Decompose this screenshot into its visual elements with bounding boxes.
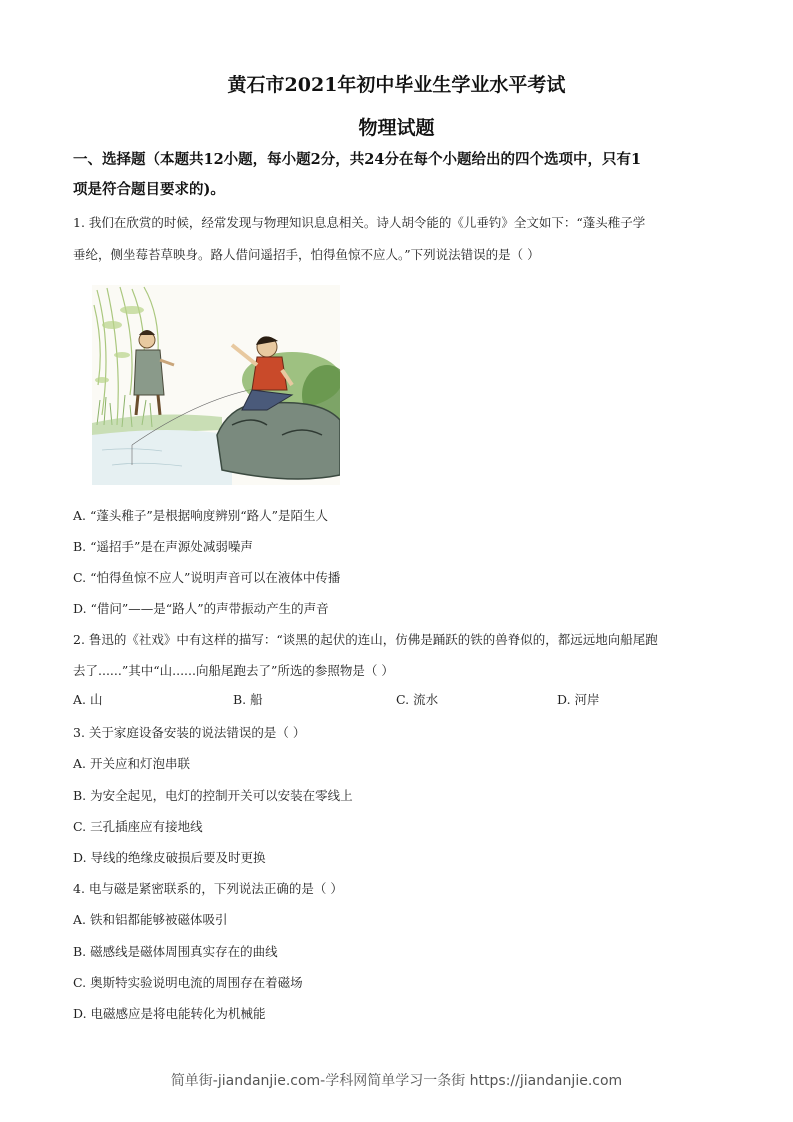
q3-option-c: C. 三孔插座应有接地线 bbox=[73, 819, 203, 834]
section-heading-line1: 一、选择题（本题共12小题，每小题2分，共24分在每个小题给出的四个选项中，只有1 bbox=[73, 151, 642, 168]
q1-option-b: B. “遥招手”是在声源处减弱噪声 bbox=[73, 539, 253, 554]
exam-subtitle: 物理试题 bbox=[358, 117, 435, 139]
section-heading bbox=[73, 145, 723, 205]
q1-stem-line1: 1. 我们在欣赏的时候，经常发现与物理知识息息相关。诗人胡令能的《儿垂钓》全文如下：“蓬头稚子学 bbox=[73, 215, 646, 230]
q2-option-d: D. 河岸 bbox=[557, 692, 600, 707]
q2-stem-line2: 去了......”其中“山......向船尾跑去了”所选的参照物是（ ） bbox=[73, 663, 394, 678]
page-footer: 简单街-jiandanjie.com-学科网简单学习一条街 https://jiandanjie.com bbox=[170, 1073, 623, 1089]
q3-option-a: A. 开关应和灯泡串联 bbox=[73, 756, 190, 771]
q2-option-a: A. 山 bbox=[73, 692, 103, 707]
q2-option-b: B. 船 bbox=[233, 692, 263, 707]
q4-stem: 4. 电与磁是紧密联系的，下列说法正确的是（ ） bbox=[73, 881, 343, 896]
q2-option-c: C. 流水 bbox=[396, 692, 439, 707]
q4-option-a: A. 铁和铝都能够被磁体吸引 bbox=[73, 912, 228, 927]
q3-stem: 3. 关于家庭设备安装的说法错误的是（ ） bbox=[73, 725, 306, 740]
q4-option-b: B. 磁感线是磁体周围真实存在的曲线 bbox=[73, 944, 278, 959]
q3-option-d: D. 导线的绝缘皮破损后要及时更换 bbox=[73, 850, 266, 865]
q1-option-a: A. “蓬头稚子”是根据响度辨别“路人”是陌生人 bbox=[73, 508, 329, 523]
illustration-svg bbox=[92, 285, 340, 485]
q1-option-d: D. “借问”——是“路人”的声带振动产生的声音 bbox=[73, 601, 329, 616]
q4-option-d: D. 电磁感应是将电能转化为机械能 bbox=[73, 1006, 266, 1021]
q1-stem-line2: 垂纶，侧坐莓苔草映身。路人借问遥招手，怕得鱼惊不应人。”下列说法错误的是（ ） bbox=[73, 247, 540, 262]
q4-option-c: C. 奥斯特实验说明电流的周围存在着磁场 bbox=[73, 975, 303, 990]
q3-option-b: B. 为安全起见，电灯的控制开关可以安装在零线上 bbox=[73, 788, 353, 803]
q1-option-c: C. “怕得鱼惊不应人”说明声音可以在液体中传播 bbox=[73, 570, 341, 585]
section-heading-line2: 项是符合题目要求的)。 bbox=[73, 181, 225, 198]
q2-options bbox=[73, 690, 723, 712]
q2-stem-line1: 2. 鲁迅的《社戏》中有这样的描写：“谈黑的起伏的连山，仿佛是踊跃的铁的兽脊似的，都远远地向船尾跑 bbox=[73, 632, 658, 647]
fishing-child-illustration bbox=[92, 285, 340, 485]
exam-title: 黄石市2021年初中毕业生学业水平考试 bbox=[227, 74, 566, 96]
